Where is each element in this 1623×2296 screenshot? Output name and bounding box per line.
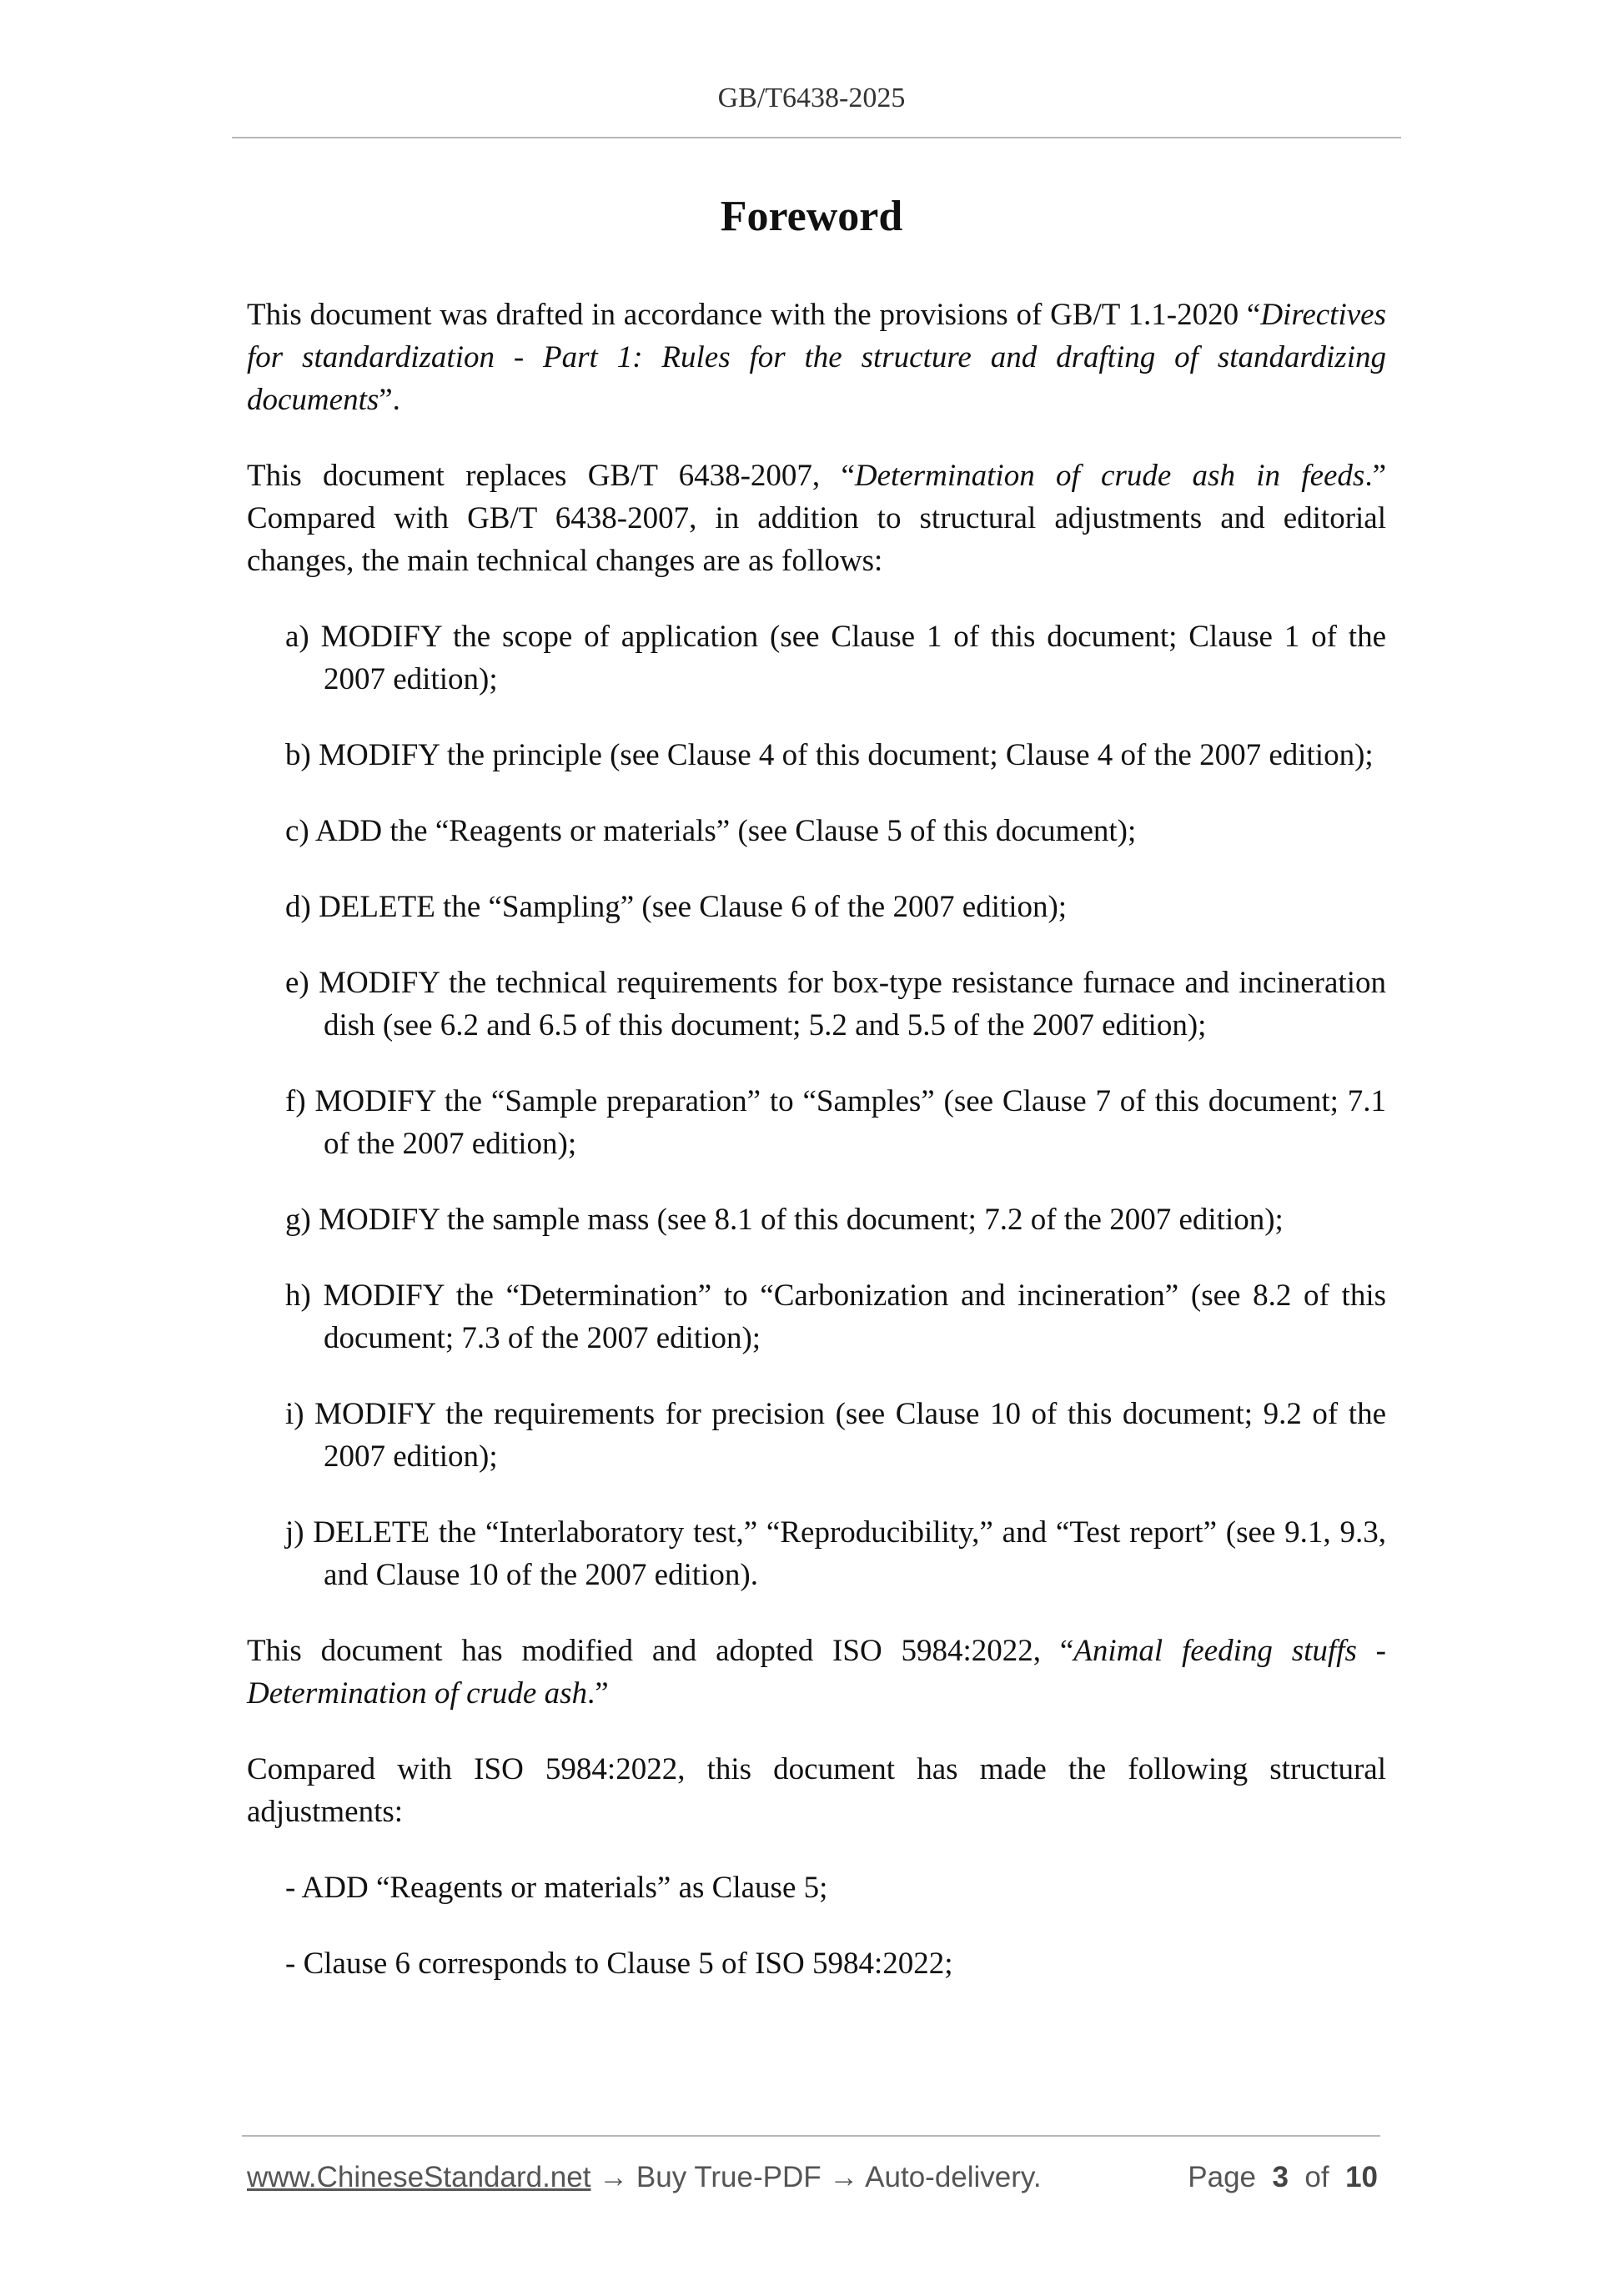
paragraph-text: This document replaces GB/T 6438-2007, “	[247, 459, 855, 493]
page-title: Foreword	[720, 193, 903, 240]
page-number	[1188, 2158, 1378, 2197]
change-item: e) MODIFY the technical requirements for box-type resistance furnace and incineration dish (see 6.2 and 6.5 of this document; 5.2 and 5.5 of the 2007 edition);	[285, 966, 1386, 1042]
page-header: GB/T6438-2025	[717, 83, 906, 113]
change-item: i) MODIFY the requirements for precision (see Clause 10 of this document; 9.2 of the 2007 edition);	[285, 1397, 1386, 1474]
paragraph-text: .”	[586, 1676, 609, 1711]
total-pages: 10	[1345, 2161, 1378, 2193]
change-item: c) ADD the “Reagents or materials” (see Clause 5 of this document);	[285, 814, 1137, 848]
page-of-label: of	[1304, 2161, 1329, 2193]
change-item: h) MODIFY the “Determination” to “Carbonization and incineration” (see 8.2 of this document; 7.3 of the 2007 edition);	[285, 1279, 1386, 1355]
footer-promo	[247, 2158, 1042, 2197]
change-item: a) MODIFY the scope of application (see Clause 1 of this document; Clause 1 of the 2007 edition);	[285, 620, 1386, 696]
change-item: b) MODIFY the principle (see Clause 4 of this document; Clause 4 of the 2007 edition);	[285, 738, 1374, 772]
change-item: g) MODIFY the sample mass (see 8.1 of this document; 7.2 of the 2007 edition);	[285, 1203, 1284, 1237]
paragraph-adoption	[247, 1630, 1386, 1715]
paragraph-structural-adjustments: Compared with ISO 5984:2022, this document has made the following structural adjustments:	[247, 1752, 1386, 1829]
cited-title: Determination of crude ash in feeds	[854, 459, 1365, 493]
adjustment-item: - ADD “Reagents or materials” as Clause 5;	[285, 1871, 828, 1905]
paragraph-drafting-basis	[247, 294, 1386, 421]
change-item: j) DELETE the “Interlaboratory test,” “Reproducibility,” and “Test report” (see 9.1, 9.3, and Clause 10 of the 2007 edition).	[285, 1515, 1386, 1592]
cited-title: Animal feeding stuffs - Determination of crude ash	[247, 1634, 1386, 1711]
change-item: d) DELETE the “Sampling” (see Clause 6 of the 2007 edition);	[285, 890, 1068, 924]
paragraph-text: ”.	[379, 383, 400, 417]
footer-divider	[242, 2135, 1380, 2137]
paragraph-replacement	[247, 455, 1386, 582]
cited-title: Directives for standardization - Part 1: Rules for the structure and drafting of standardizing documents	[247, 298, 1386, 417]
page-footer	[247, 2158, 1378, 2197]
page-label: Page	[1188, 2161, 1257, 2193]
adjustment-item: - Clause 6 corresponds to Clause 5 of ISO 5984:2022;	[285, 1947, 953, 1981]
header-divider	[232, 137, 1401, 138]
paragraph-text: This document has modified and adopted ISO 5984:2022, “	[247, 1634, 1074, 1668]
current-page: 3	[1272, 2161, 1289, 2193]
paragraph-text: .” Compared with GB/T 6438-2007, in addition to structural adjustments and editorial changes, the main technical changes are as follows:	[247, 459, 1387, 578]
document-body	[247, 294, 1386, 2018]
change-item: f) MODIFY the “Sample preparation” to “Samples” (see Clause 7 of this document; 7.1 of the 2007 edition);	[285, 1084, 1386, 1161]
paragraph-text: This document was drafted in accordance with the provisions of GB/T 1.1-2020 “	[247, 298, 1261, 332]
website-link[interactable]: www.ChineseStandard.net	[247, 2161, 591, 2193]
promo-text: → Buy True-PDF → Auto-delivery.	[590, 2161, 1042, 2193]
